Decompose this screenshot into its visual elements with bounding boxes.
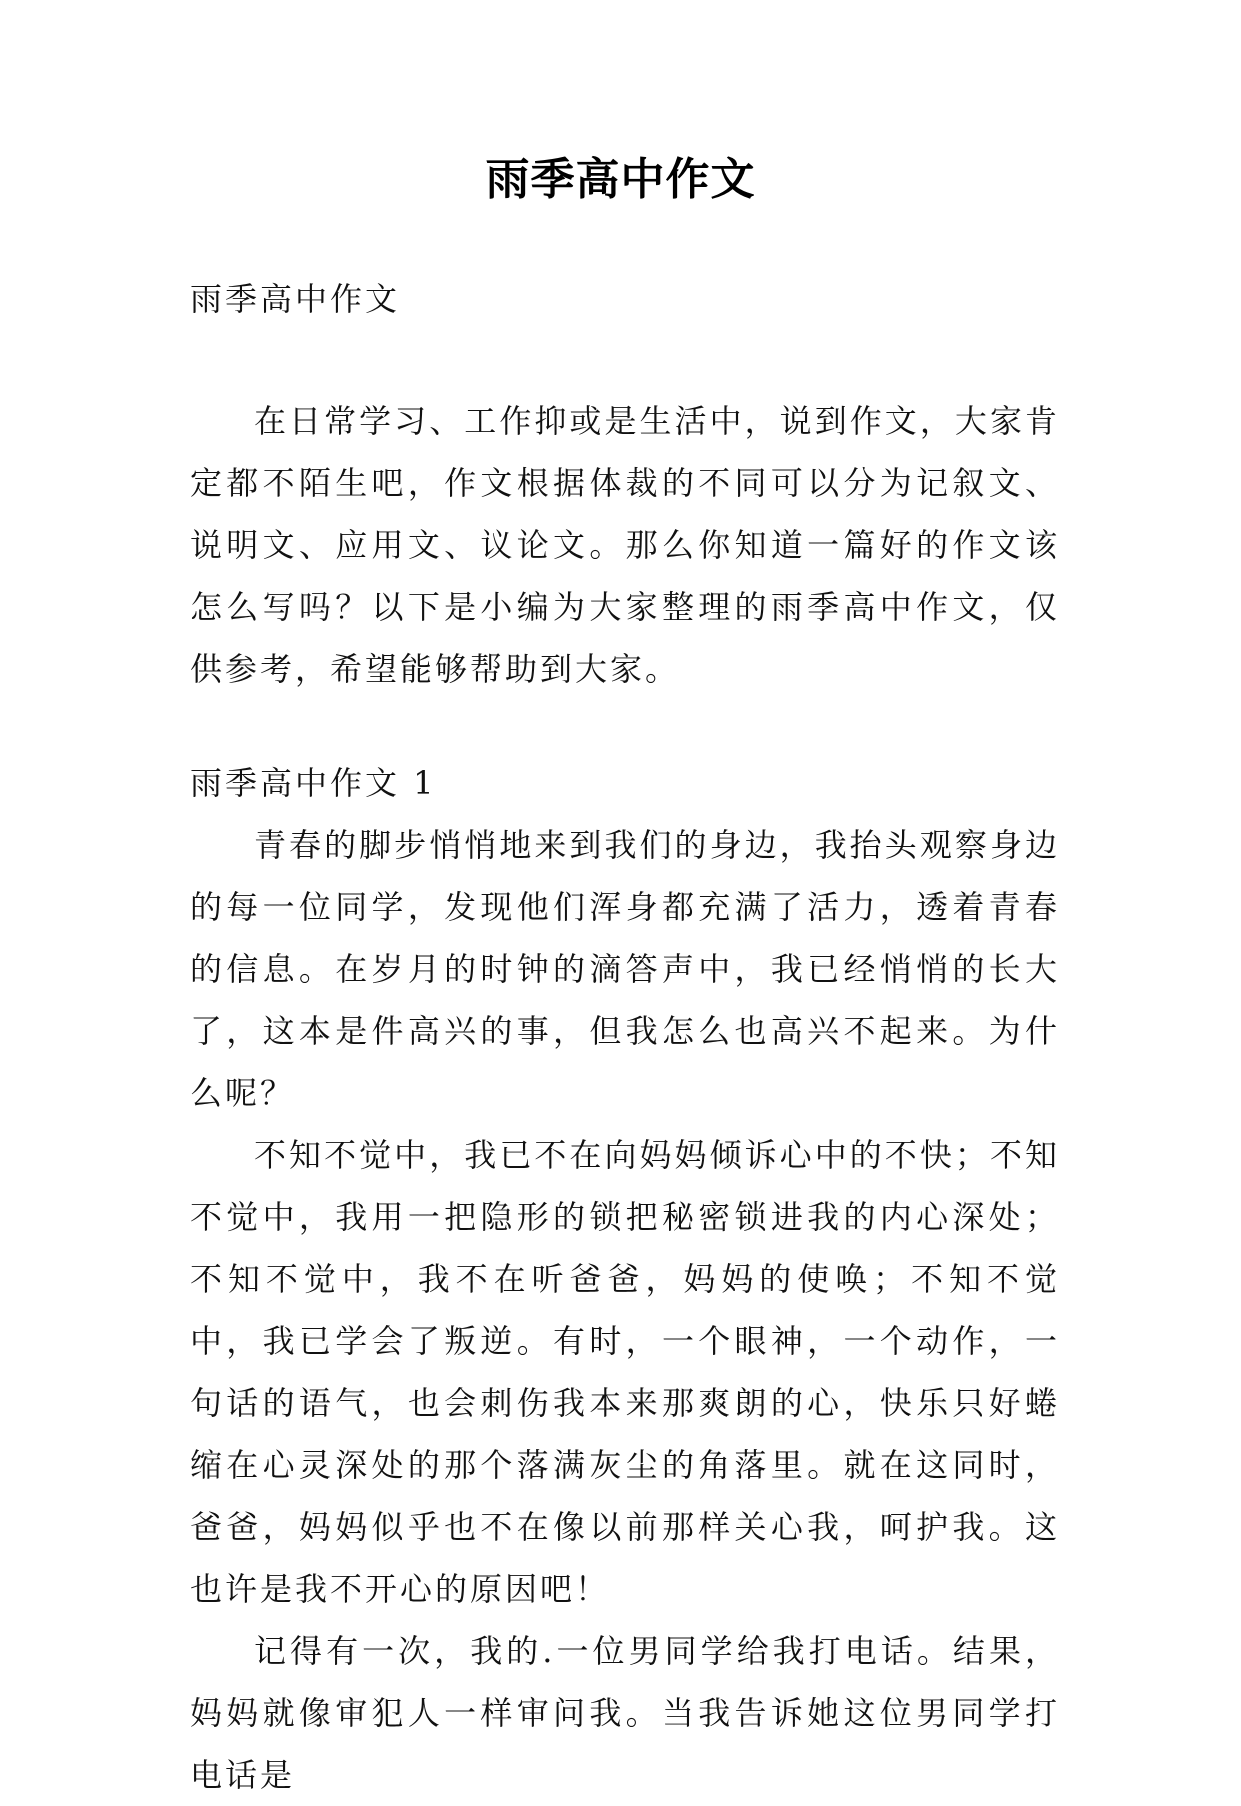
body-paragraph: 青春的脚步悄悄地来到我们的身边，我抬头观察身边的每一位同学，发现他们浑身都充满了活力，透着青春的信息。在岁月的时钟的滴答声中，我已经悄悄的长大了，这本是件高兴的事，但我怎么也高兴不起来。为什么呢？ (190, 826, 1060, 1112)
document-body (190, 268, 1060, 1806)
body-paragraph: 不知不觉中，我已不在向妈妈倾诉心中的不快；不知不觉中，我用一把隐形的锁把秘密锁进我的内心深处；不知不觉中，我不在听爸爸，妈妈的使唤；不知不觉中，我已学会了叛逆。有时，一个眼神，一个动作，一句话的语气，也会刺伤我本来那爽朗的心，快乐只好蜷缩在心灵深处的那个落满灰尘的角落里。就在这同时，爸爸，妈妈似乎也不在像以前那样关心我，呵护我。这也许是我不开心的原因吧！ (190, 1136, 1060, 1608)
document-subtitle: 雨季高中作文 (190, 280, 401, 318)
section-heading: 雨季高中作文 1 (190, 764, 437, 802)
body-paragraph: 记得有一次，我的.一位男同学给我打电话。结果，妈妈就像审犯人一样审问我。当我告诉她这位男同学打电话是 (190, 1632, 1060, 1794)
spacer (190, 330, 1060, 390)
document-title: 雨季高中作文 (485, 154, 756, 205)
intro-paragraph: 在日常学习、工作抑或是生活中，说到作文，大家肯定都不陌生吧，作文根据体裁的不同可以分为记叙文、说明文、应用文、议论文。那么你知道一篇好的作文该怎么写吗？以下是小编为大家整理的雨季高中作文，仅供参考，希望能够帮助到大家。 (190, 402, 1060, 688)
spacer (190, 700, 1060, 752)
